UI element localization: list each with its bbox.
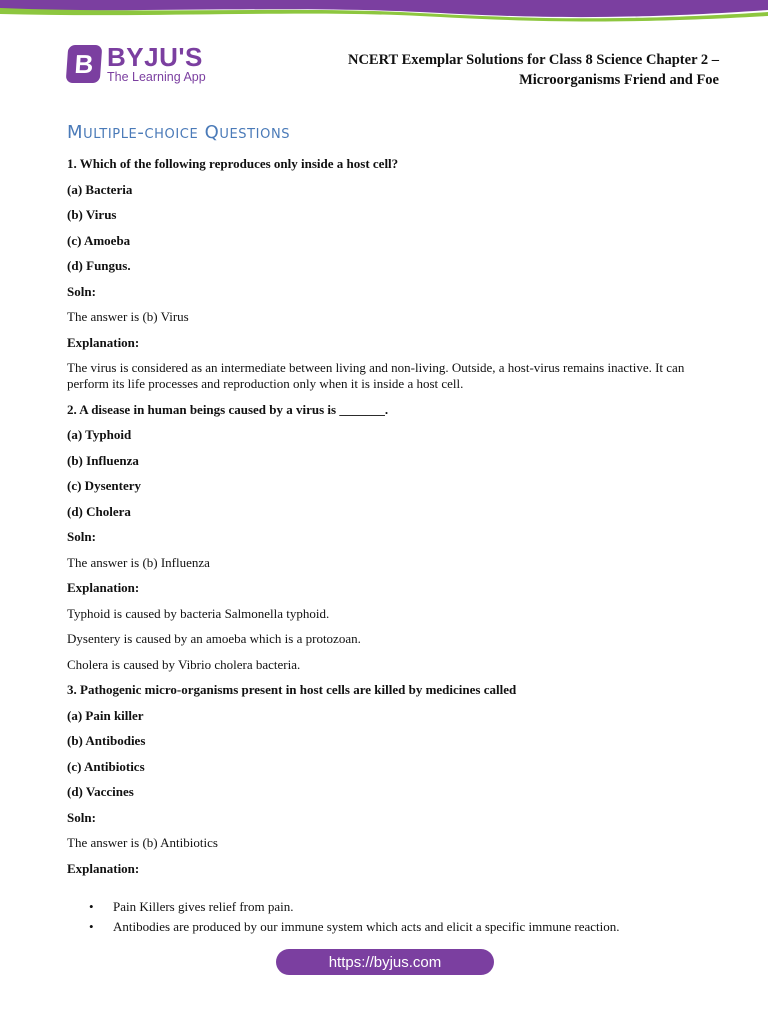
explanation-text: Cholera is caused by Vibrio cholera bacteria. [67, 656, 301, 672]
answer-text: The answer is (b) Virus [67, 309, 189, 324]
bullet-item: • Antibodies are produced by our immune system which acts and elicit a specific immune reaction. [67, 919, 707, 935]
soln-label: Soln: [67, 809, 96, 825]
brand-name: BYJU'S [107, 42, 203, 72]
question-text: 3. Pathogenic micro-organisms present in host cells are killed by medicines called [67, 682, 517, 697]
explanation-label: Explanation: [67, 580, 140, 595]
explanation-label: Explanation: [67, 334, 140, 350]
option: (b) Virus [67, 207, 117, 222]
question-block [67, 402, 707, 673]
question-text: 2. A disease in human beings caused by a virus is _______. [67, 401, 389, 417]
option: (c) Amoeba [67, 232, 131, 248]
option: (d) Cholera [67, 503, 131, 519]
questions-content [67, 156, 707, 939]
logo-letter: B [73, 48, 95, 79]
option: (a) Typhoid [67, 427, 132, 442]
soln-label: Soln: [67, 529, 96, 544]
explanation-label: Explanation: [67, 860, 140, 876]
option: (c) Antibiotics [67, 758, 145, 774]
option: (c) Dysentery [67, 478, 141, 493]
option: (a) Bacteria [67, 181, 133, 197]
question-block [67, 156, 707, 392]
website-link-button[interactable]: https://byjus.com [276, 949, 494, 975]
document-title-line-2: Microorganisms Friend and Foe [519, 72, 719, 88]
question-text: 1. Which of the following reproduces only inside a host cell? [67, 156, 399, 171]
explanation-bullets [67, 899, 707, 935]
option: (b) Antibodies [67, 733, 146, 748]
answer-text: The answer is (b) Influenza [67, 554, 210, 570]
bullet-item: • Pain Killers gives relief from pain. [67, 899, 707, 915]
answer-text: The answer is (b) Antibiotics [67, 835, 218, 850]
brand-tagline: The Learning App [107, 70, 206, 84]
document-title [348, 50, 719, 90]
option: (b) Influenza [67, 452, 139, 468]
top-decorative-bar [0, 0, 768, 22]
explanation-text: Dysentery is caused by an amoeba which is a protozoan. [67, 631, 361, 646]
option: (d) Vaccines [67, 784, 134, 799]
question-block [67, 682, 707, 935]
document-title-line-1: NCERT Exemplar Solutions for Class 8 Science Chapter 2 – [347, 52, 719, 68]
option: (d) Fungus. [67, 258, 131, 273]
explanation-text: The virus is considered as an intermediate between living and non-living. Outside, a host-virus remains inactive. It can perform its life processes and reproduction only when it is inside a host cell. [67, 360, 685, 391]
byjus-logo [67, 44, 206, 84]
explanation-text: Typhoid is caused by bacteria Salmonella typhoid. [67, 605, 330, 621]
option: (a) Pain killer [67, 707, 144, 723]
logo-badge-icon [66, 45, 103, 83]
section-title: Multiple-choice Questions [67, 122, 291, 143]
soln-label: Soln: [67, 283, 96, 299]
